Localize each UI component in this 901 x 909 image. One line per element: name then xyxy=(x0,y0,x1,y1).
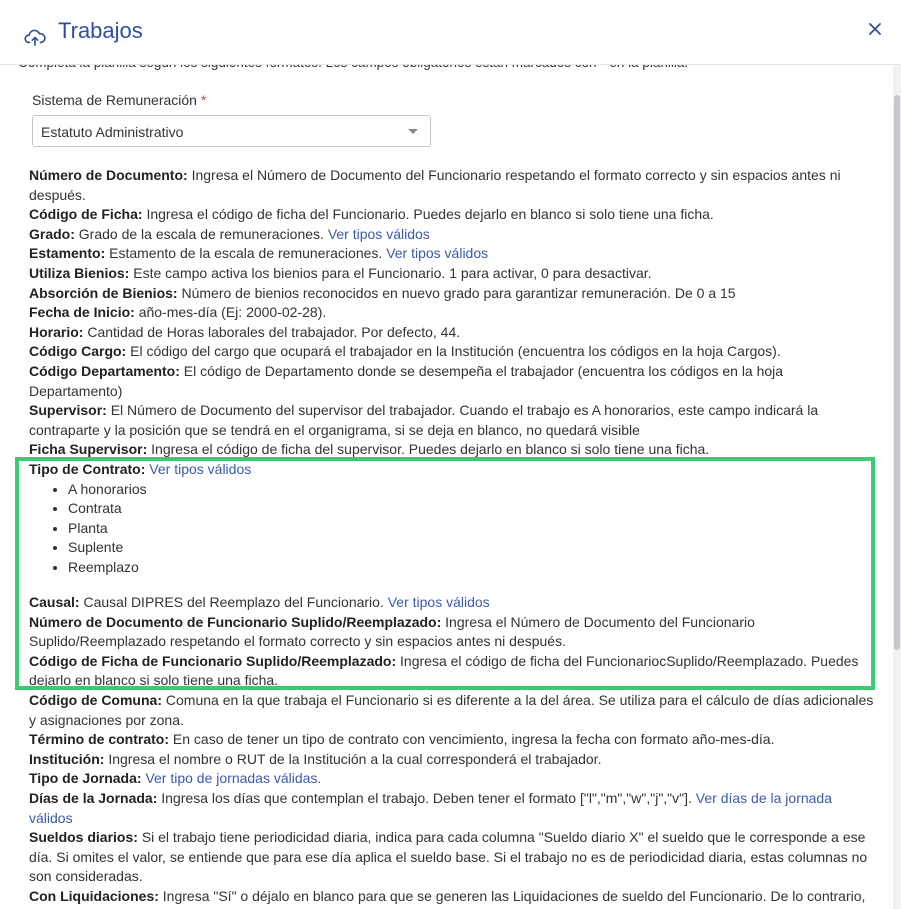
list-item: • Suplente xyxy=(68,538,874,558)
field-utiliza-bienios: Utiliza Bienios: Este campo activa los bienios para el Funcionario. 1 para activar, 0 para desactivar. xyxy=(29,264,652,281)
tipo-jornada-link[interactable]: Ver tipo de jornadas válidas. xyxy=(145,770,322,787)
list-item: • Planta xyxy=(68,519,874,539)
field-tipo-contrato: Tipo de Contrato: Ver tipos válidos xyxy=(29,460,252,477)
field-horario: Horario: Cantidad de Horas laborales del trabajador. Por defecto, 44. xyxy=(29,323,461,340)
field-descriptions xyxy=(29,166,874,907)
field-estamento: Estamento: Estamento de la escala de remuneraciones. Ver tipos válidos xyxy=(29,245,489,262)
field-con-liquidaciones: Con Liquidaciones: Ingresa "Sí" o déjalo en blanco para que se generen las Liquidaciones de sueldo del Funcionario. De lo contrario, xyxy=(29,887,866,904)
dialog-title: Trabajos xyxy=(58,18,143,43)
field-numero-documento: Número de Documento: Ingresa el Número de Documento del Funcionario respetando el formato correcto y sin espacios antes ni después. xyxy=(29,167,841,203)
chevron-down-icon xyxy=(408,129,418,134)
field-numero-documento-suplido: Número de Documento de Funcionario Suplido/Reemplazado: Ingresa el Número de Documento del Funcionario Suplido/Reemplazado respetando el formato correcto y sin espacios antes ni después. xyxy=(29,613,755,650)
scrollbar-thumb[interactable] xyxy=(894,95,900,650)
field-codigo-ficha: Código de Ficha: Ingresa el código de ficha del Funcionario. Puedes dejarlo en blanco si solo tiene una ficha. xyxy=(29,206,714,223)
dialog-body xyxy=(0,65,893,909)
remuneracion-label-text: Sistema de Remuneración xyxy=(32,92,197,108)
upload-cloud-icon xyxy=(24,27,46,47)
field-tipo-jornada: Tipo de Jornada: Ver tipo de jornadas válidas. xyxy=(29,770,322,787)
field-supervisor: Supervisor: El Número de Documento del supervisor del trabajador. Cuando el trabajo es A honorarios, este campo indicará la contraparte y la posición que se tendrá en el organigrama, si se deja en blanco, no quedará visible xyxy=(29,402,819,438)
estamento-valid-types-link[interactable]: Ver tipos válidos xyxy=(386,245,489,262)
remuneracion-selected-value: Estatuto Administrativo xyxy=(41,124,184,140)
field-fecha-inicio: Fecha de Inicio: año-mes-día (Ej: 2000-02-28). xyxy=(29,304,327,321)
remuneracion-label xyxy=(32,92,206,108)
grado-valid-types-link[interactable]: Ver tipos válidos xyxy=(327,225,430,242)
required-mark: * xyxy=(200,92,207,108)
causal-valid-types-link[interactable]: Ver tipos válidos xyxy=(387,594,490,611)
field-codigo-cargo: Código Cargo: El código del cargo que ocupará el trabajador en la Institución (encuentra los códigos en la hoja Cargos). xyxy=(29,343,781,360)
field-grado: Grado: Grado de la escala de remuneraciones. Ver tipos válidos xyxy=(29,225,430,242)
field-causal: Causal: Causal DIPRES del Reemplazo del Funcionario. Ver tipos válidos xyxy=(29,594,490,611)
field-ficha-supervisor: Ficha Supervisor: Ingresa el código de ficha del supervisor. Puedes dejarlo en blanco si solo tiene una ficha. xyxy=(29,441,710,458)
dialog-header xyxy=(0,0,901,65)
list-item: • Contrata xyxy=(68,499,874,519)
tipo-contrato-valid-types-link[interactable]: Ver tipos válidos xyxy=(149,460,252,477)
tipo-contrato-list xyxy=(29,480,874,578)
field-codigo-comuna: Código de Comuna: Comuna en la que trabaja el Funcionario si es diferente a la del área. Se utiliza para el cálculo de días adicionales y asignaciones por zona. xyxy=(29,692,874,728)
field-termino-contrato: Término de contrato: En caso de tener un tipo de contrato con vencimiento, ingresa la fecha con formato año-mes-día. xyxy=(29,731,775,748)
field-codigo-ficha-suplido: Código de Ficha de Funcionario Suplido/Reemplazado: Ingresa el código de ficha del FuncionariocSuplido/Reemplazado. Puedes dejarlo en blanco si solo tiene una ficha. xyxy=(29,652,859,689)
dias-jornada-link[interactable]: Ver días de la jornada válidos xyxy=(29,790,833,826)
close-icon[interactable] xyxy=(867,21,883,37)
field-absorcion-bienios: Absorción de Bienios: Número de bienios reconocidos en nuevo grado para garantizar remuneración. De 0 a 15 xyxy=(29,284,736,301)
list-item: • A honorarios xyxy=(68,480,874,500)
remuneracion-select[interactable] xyxy=(32,115,431,147)
field-codigo-departamento: Código Departamento: El código de Departamento donde se desempeña el trabajador (encuentra los códigos en la hoja Departamento) xyxy=(29,362,784,399)
field-sueldos-diarios: Sueldos diarios: Si el trabajo tiene periodicidad diaria, indica para cada columna "Sueldo diario X" el sueldo que le corresponde a ese día. Si omites el valor, se entiende que para ese día aplica el sueldo base. Si el trabajo no es de periodicidad diaria, estas columnas no son consideradas. xyxy=(29,829,868,885)
field-institucion: Institución: Ingresa el nombre o RUT de la Institución a la cual corresponderá el trabajador. xyxy=(29,750,602,767)
list-item: • Reemplazo xyxy=(68,558,874,578)
field-dias-jornada: Días de la Jornada: Ingresa los días que contemplan el trabajo. Deben tener el formato ["l","m","w","j","v"]. Ver días de la jornada válidos xyxy=(29,790,833,826)
